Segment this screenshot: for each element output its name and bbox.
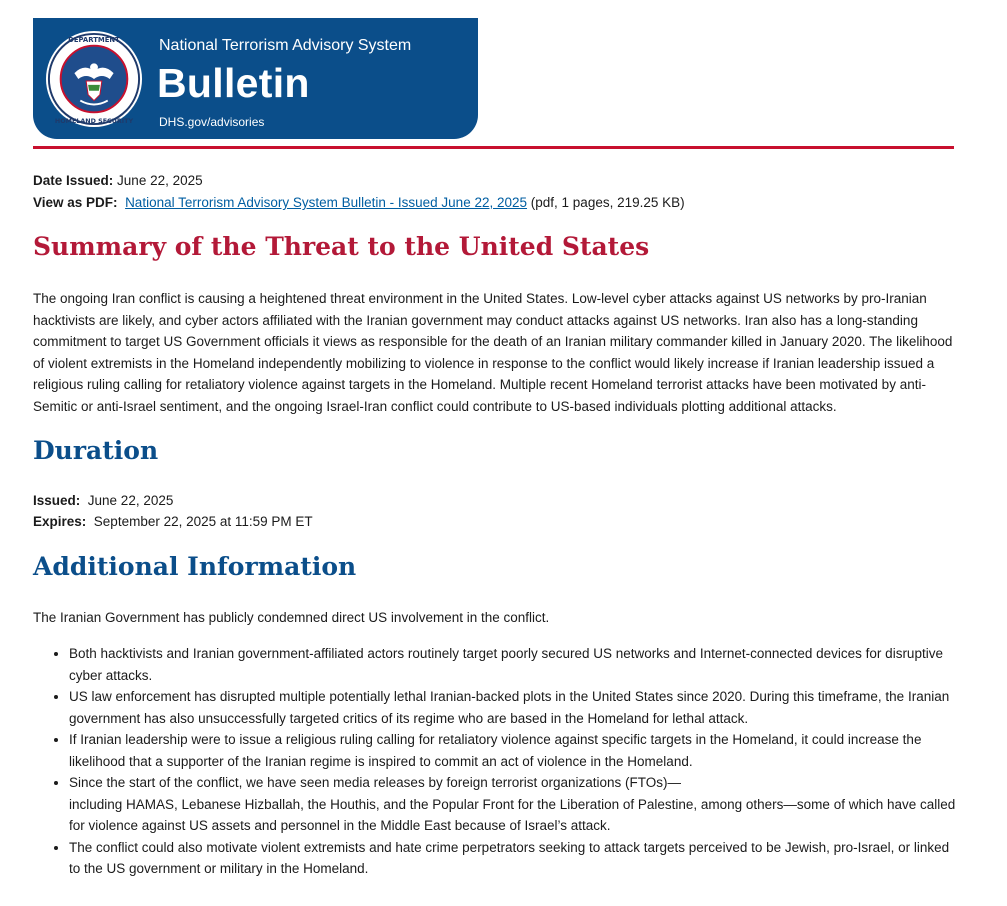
list-item: • US law enforcement has disrupted multiple potentially lethal Iranian-backed plots in the United States since 2020. During this timeframe, the Iranian government has also unsuccessfully targeted critics of its regime who are based in the Homeland for lethal attack. — [69, 686, 958, 729]
dhs-seal-icon — [45, 30, 143, 128]
expires-row — [33, 512, 313, 532]
pdf-info: (pdf, 1 pages, 219.25 KB) — [530, 195, 685, 210]
list-item: • The conflict could also motivate violent extremists and hate crime perpetrators seeking to attack targets perceived to be Jewish, pro-Israel, or linked to the US government or military in the Homeland. — [69, 837, 958, 880]
issued-value: June 22, 2025 — [87, 493, 174, 508]
date-issued-value: June 22, 2025 — [117, 173, 203, 188]
svg-text:HOMELAND SECURITY: HOMELAND SECURITY — [54, 117, 134, 126]
additional-intro: The Iranian Government has publicly condemned direct US involvement in the conflict. — [33, 610, 550, 625]
banner-url[interactable]: DHS.gov/advisories — [159, 115, 265, 129]
list-item-continuation: including HAMAS, Lebanese Hizballah, the Houthis, and the Popular Front for the Liberation of Palestine, among others—some of which have called for violence against US assets and personnel in the Middle East because of Israel’s attack. — [69, 796, 956, 833]
issued-label: Issued: — [33, 493, 81, 508]
list-item: • Both hacktivists and Iranian government-affiliated actors routinely target poorly secured US networks and Internet-connected devices for disruptive cyber attacks. — [69, 643, 958, 686]
list-item: • If Iranian leadership were to issue a religious ruling calling for retaliatory violence against specific targets in the Homeland, it could increase the likelihood that a supporter of the Iranian regime is inspired to commit an act of violence in the Homeland. — [69, 729, 958, 772]
date-issued-label: Date Issued: — [33, 173, 114, 188]
summary-body: The ongoing Iran conflict is causing a heightened threat environment in the United States. Low-level cyber attacks against US networks by pro-Iranian hacktivists are likely, and cyber actors affiliated with the Iranian government may conduct attacks against US networks. Iran also has a long-standing commitment to target US Government officials it views as responsible for the death of an Iranian military commander killed in January 2020. The likelihood of violent extremists in the Homeland independently mobilizing to violence in response to the conflict would likely increase if Iranian leadership issued a religious ruling calling for retaliatory violence against targets in the Homeland. Multiple recent Homeland terrorist attacks have been motivated by anti-Semitic or anti-Israel sentiment, and the ongoing Israel-Iran conflict could contribute to US-based individuals plotting additional attacks. — [33, 291, 953, 414]
date-issued-row — [33, 171, 203, 191]
expires-label: Expires: — [33, 514, 87, 529]
list-item — [69, 772, 958, 837]
duration-heading: Duration — [33, 436, 159, 465]
svg-text:DEPARTMENT: DEPARTMENT — [68, 35, 120, 44]
issued-row — [33, 491, 173, 511]
list-item-line: Since the start of the conflict, we have seen media releases by foreign terrorist organizations (FTOs)— — [69, 775, 682, 790]
next-section-heading-clipped — [33, 895, 333, 906]
header-divider — [33, 146, 954, 149]
banner-subtitle: National Terrorism Advisory System — [159, 37, 412, 54]
banner-title: Bulletin — [157, 60, 310, 106]
nteas-banner — [33, 18, 478, 139]
summary-heading: Summary of the Threat to the United States — [33, 232, 650, 261]
additional-info-list — [33, 643, 958, 880]
pdf-link[interactable]: National Terrorism Advisory System Bulletin - Issued June 22, 2025 — [125, 195, 528, 210]
pdf-label: View as PDF: — [33, 195, 118, 210]
pdf-row — [33, 193, 685, 213]
expires-value: September 22, 2025 at 11:59 PM ET — [93, 514, 313, 529]
additional-info-heading: Additional Information — [33, 552, 357, 581]
